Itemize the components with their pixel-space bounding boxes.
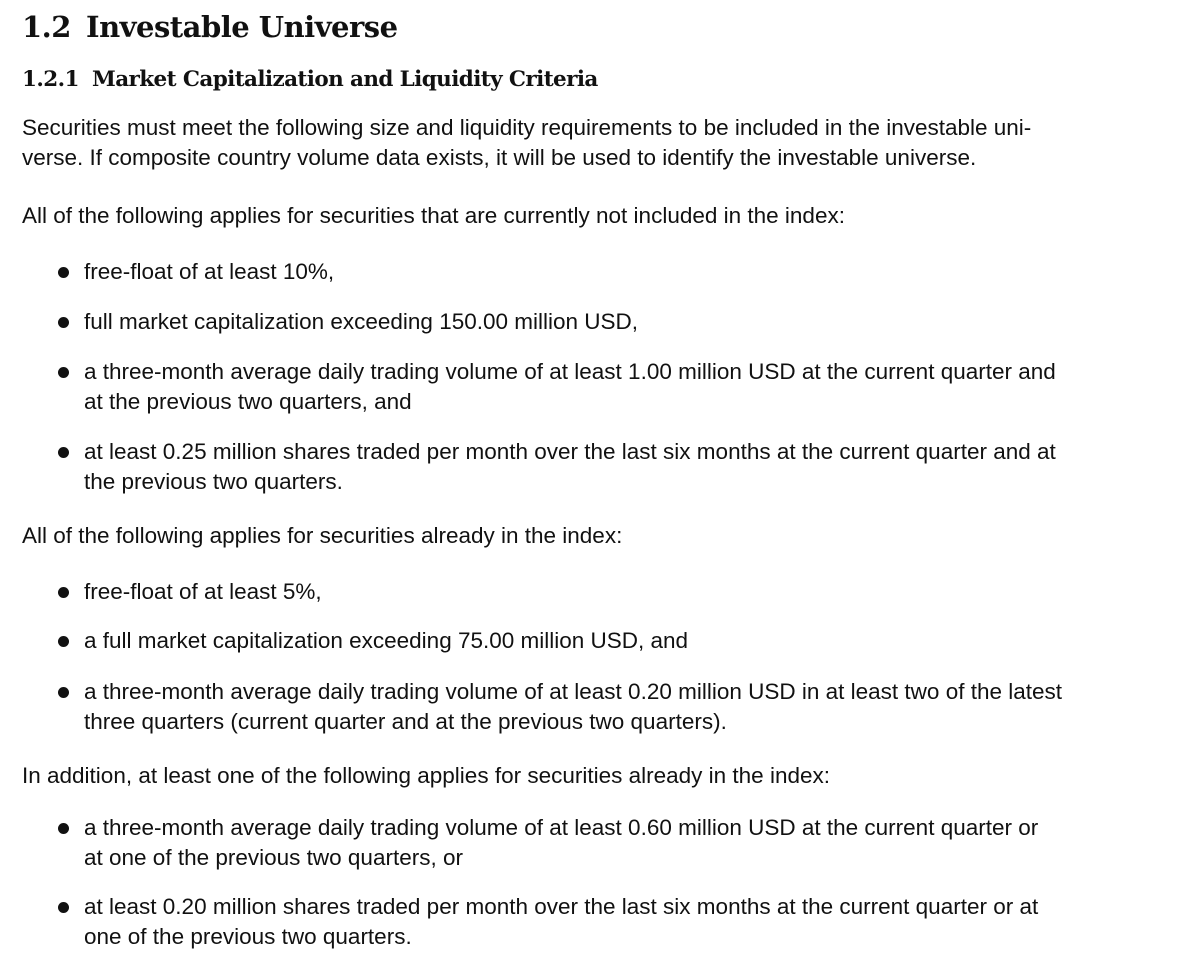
list-item-text: a three-month average daily trading volume of at least 1.00 million USD at the current quarter and bbox=[84, 359, 1056, 384]
additional-criteria-heading: In addition, at least one of the following applies for securities already in the index: bbox=[22, 763, 830, 788]
section-title: Investable Universe bbox=[86, 10, 398, 44]
list-item-text: a full market capitalization exceeding 75.00 million USD, and bbox=[84, 628, 689, 653]
bullet-icon bbox=[58, 447, 69, 458]
bullet-icon bbox=[58, 902, 69, 913]
list-item-text: at the previous two quarters, and bbox=[84, 389, 412, 414]
list-item-text: at least 0.20 million shares traded per month over the last six months at the current quarter or at bbox=[84, 894, 1039, 919]
list-item-text: free-float of at least 10%, bbox=[84, 259, 335, 284]
subsection-title: Market Capitalization and Liquidity Criteria bbox=[92, 67, 598, 92]
section-heading bbox=[22, 10, 398, 44]
list-item-text: the previous two quarters. bbox=[84, 469, 343, 494]
bullet-icon bbox=[58, 587, 69, 598]
existing-securities-heading: All of the following applies for securities already in the index: bbox=[22, 523, 623, 548]
new-securities-heading: All of the following applies for securities that are currently not included in the index: bbox=[22, 203, 845, 228]
list-item-text: a three-month average daily trading volume of at least 0.60 million USD at the current quarter or bbox=[84, 815, 1039, 840]
list-item-text: free-float of at least 5%, bbox=[84, 579, 322, 604]
subsection-heading bbox=[22, 67, 598, 92]
list-item-text: one of the previous two quarters. bbox=[84, 924, 412, 949]
list-item-text: at one of the previous two quarters, or bbox=[84, 845, 463, 870]
bullet-icon bbox=[58, 367, 69, 378]
bullet-icon bbox=[58, 687, 69, 698]
list-item-text: a three-month average daily trading volume of at least 0.20 million USD in at least two of the latest bbox=[84, 679, 1063, 704]
bullet-icon bbox=[58, 823, 69, 834]
subsection-number: 1.2.1 bbox=[22, 67, 79, 92]
intro-paragraph bbox=[22, 113, 1031, 173]
bullet-icon bbox=[58, 267, 69, 278]
list-item-text: three quarters (current quarter and at the previous two quarters). bbox=[84, 709, 727, 734]
intro-line: verse. If composite country volume data exists, it will be used to identify the investable universe. bbox=[22, 145, 977, 170]
bullet-icon bbox=[58, 317, 69, 328]
list-item-text: full market capitalization exceeding 150.00 million USD, bbox=[84, 309, 639, 334]
bullet-icon bbox=[58, 636, 69, 647]
list-item-text: at least 0.25 million shares traded per month over the last six months at the current quarter and at bbox=[84, 439, 1056, 464]
section-number: 1.2 bbox=[22, 10, 71, 44]
intro-line: Securities must meet the following size and liquidity requirements to be included in the investable uni- bbox=[22, 115, 1032, 140]
